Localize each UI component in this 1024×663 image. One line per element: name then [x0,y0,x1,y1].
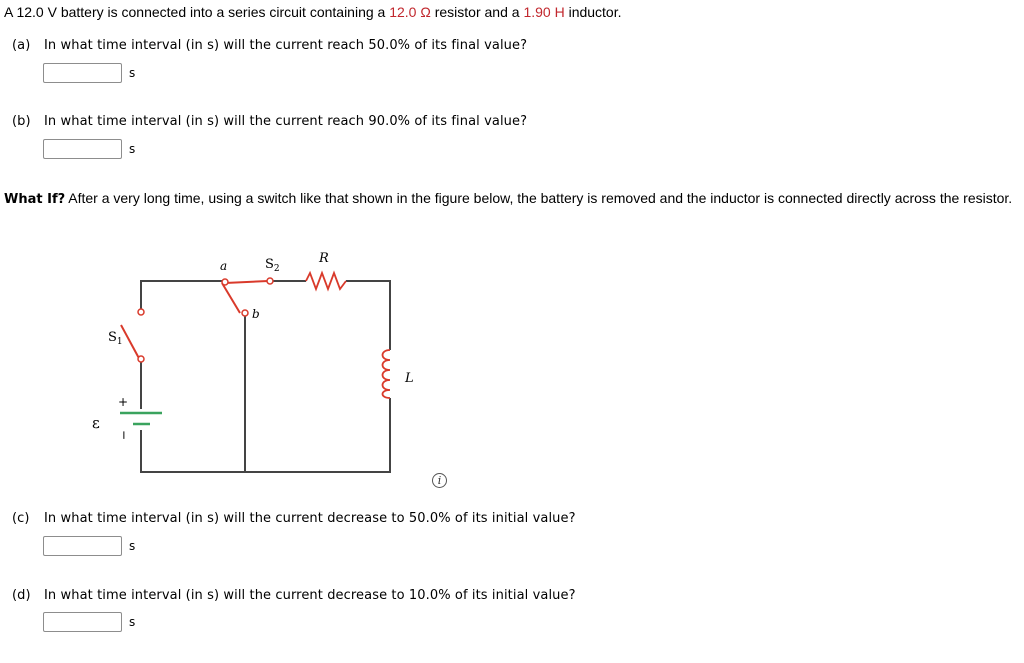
what-if-text: After a very long time, using a switch like that shown in the figure below, the battery is removed and the inductor is connected directly across the resistor. [65,190,1013,206]
question-text: In what time interval (in s) will the current decrease to 10.0% of its initial value? [44,588,576,603]
answer-d-input[interactable] [43,612,122,632]
switch-s2 [222,278,273,316]
label-l: L [405,371,414,386]
unit-label: s [129,142,136,156]
wire-r-to-l [346,281,390,350]
answer-c [43,535,135,557]
label-minus: − [117,430,131,441]
what-if-label: What If? [4,192,66,207]
question-text: In what time interval (in s) will the current decrease to 50.0% of its initial value? [44,511,576,526]
question-text: In what time interval (in s) will the current reach 50.0% of its final value? [44,38,528,53]
question-c [12,511,576,526]
question-d [12,588,576,603]
unit-label: s [129,539,136,553]
label-plus: + [118,395,129,409]
intro-text-1: A 12.0 V battery is connected into a series circuit containing a [4,4,390,20]
resistance-value: 12.0 Ω [389,4,431,20]
battery-symbol [120,413,162,424]
label-s2: $S_2$ [265,257,280,274]
question-text: In what time interval (in s) will the current reach 90.0% of its final value? [44,114,528,129]
question-letter: (b) [12,114,31,129]
switch-s1 [121,309,144,362]
answer-d [43,611,135,633]
label-b: b [252,307,260,321]
intro-text-2: resistor and a [430,4,524,20]
intro-text-3: inductor. [564,4,622,20]
unit-label: s [129,615,136,629]
info-icon[interactable]: i [432,473,447,488]
question-letter: (c) [12,511,30,526]
unit-label: s [129,66,136,80]
answer-c-input[interactable] [43,536,122,556]
inductance-value: 1.90 H [523,4,565,20]
label-r: R [319,251,329,266]
inductor-symbol [383,350,391,398]
label-s1: $S_1$ [108,330,123,347]
question-letter: (a) [12,38,31,53]
label-a: a [220,259,228,273]
label-emf: ε [92,414,100,432]
question-letter: (d) [12,588,31,603]
wire-bottom [141,398,390,472]
resistor-symbol [306,273,346,289]
wire-top-left [141,281,222,309]
